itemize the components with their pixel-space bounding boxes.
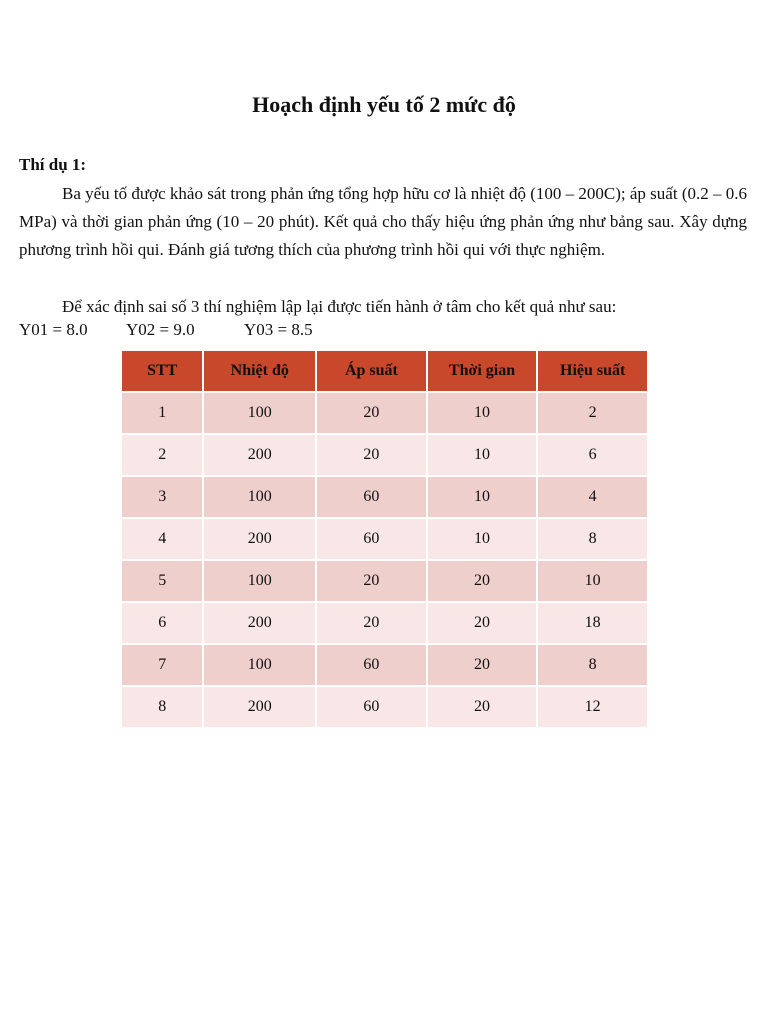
- cell-time: 10: [428, 393, 537, 433]
- cell-stt: 5: [122, 561, 202, 601]
- center-result-y02: Y02 = 9.0: [126, 320, 195, 339]
- center-result-y03: Y03 = 8.5: [244, 320, 313, 339]
- problem-paragraph: Ba yếu tố được khảo sát trong phản ứng tổng hợp hữu cơ là nhiệt độ (100 – 200C); áp suất (0.2 – 0.6 MPa) và thời gian phản ứng (10 – 20 phút). Kết quả cho thấy hiệu ứng phản ứng như bảng sau. Xây dựng phương trình hồi qui. Đánh giá tương thích của phương trình hồi qui với thực nghiệm.: [19, 184, 747, 259]
- cell-temperature: 200: [204, 603, 315, 643]
- cell-stt: 6: [122, 603, 202, 643]
- results-table: [120, 349, 649, 729]
- cell-time: 20: [428, 561, 537, 601]
- table-row: [122, 393, 647, 433]
- table-row: [122, 561, 647, 601]
- cell-temperature: 100: [204, 645, 315, 685]
- cell-time: 10: [428, 477, 537, 517]
- cell-yield: 8: [538, 645, 647, 685]
- cell-stt: 3: [122, 477, 202, 517]
- cell-stt: 4: [122, 519, 202, 559]
- cell-time: 20: [428, 687, 537, 727]
- cell-yield: 4: [538, 477, 647, 517]
- header-yield: Hiệu suất: [538, 351, 647, 391]
- cell-pressure: 20: [317, 561, 426, 601]
- cell-yield: 12: [538, 687, 647, 727]
- cell-stt: 1: [122, 393, 202, 433]
- header-time: Thời gian: [428, 351, 537, 391]
- table-header-row: [122, 351, 647, 391]
- cell-time: 20: [428, 603, 537, 643]
- header-stt: STT: [122, 351, 202, 391]
- cell-pressure: 60: [317, 687, 426, 727]
- error-paragraph: Để xác định sai số 3 thí nghiệm lập lại được tiến hành ở tâm cho kết quả như sau:: [62, 297, 617, 316]
- cell-yield: 6: [538, 435, 647, 475]
- cell-temperature: 100: [204, 561, 315, 601]
- cell-stt: 8: [122, 687, 202, 727]
- header-temperature: Nhiệt độ: [204, 351, 315, 391]
- cell-yield: 8: [538, 519, 647, 559]
- cell-yield: 2: [538, 393, 647, 433]
- table-row: [122, 477, 647, 517]
- cell-temperature: 200: [204, 687, 315, 727]
- page-title: Hoạch định yếu tố 2 mức độ: [252, 92, 516, 117]
- cell-yield: 18: [538, 603, 647, 643]
- cell-temperature: 200: [204, 519, 315, 559]
- cell-pressure: 60: [317, 645, 426, 685]
- table-row: [122, 687, 647, 727]
- cell-temperature: 100: [204, 393, 315, 433]
- cell-pressure: 20: [317, 435, 426, 475]
- cell-pressure: 20: [317, 603, 426, 643]
- cell-pressure: 60: [317, 519, 426, 559]
- header-pressure: Áp suất: [317, 351, 426, 391]
- table-row: [122, 519, 647, 559]
- cell-pressure: 20: [317, 393, 426, 433]
- cell-stt: 2: [122, 435, 202, 475]
- cell-yield: 10: [538, 561, 647, 601]
- cell-time: 20: [428, 645, 537, 685]
- example-label: Thí dụ 1:: [19, 155, 87, 174]
- cell-pressure: 60: [317, 477, 426, 517]
- center-result-y01: Y01 = 8.0: [19, 320, 88, 339]
- table-row: [122, 645, 647, 685]
- cell-stt: 7: [122, 645, 202, 685]
- center-results: [19, 320, 313, 340]
- cell-time: 10: [428, 435, 537, 475]
- cell-temperature: 100: [204, 477, 315, 517]
- cell-temperature: 200: [204, 435, 315, 475]
- table-row: [122, 603, 647, 643]
- cell-time: 10: [428, 519, 537, 559]
- table-row: [122, 435, 647, 475]
